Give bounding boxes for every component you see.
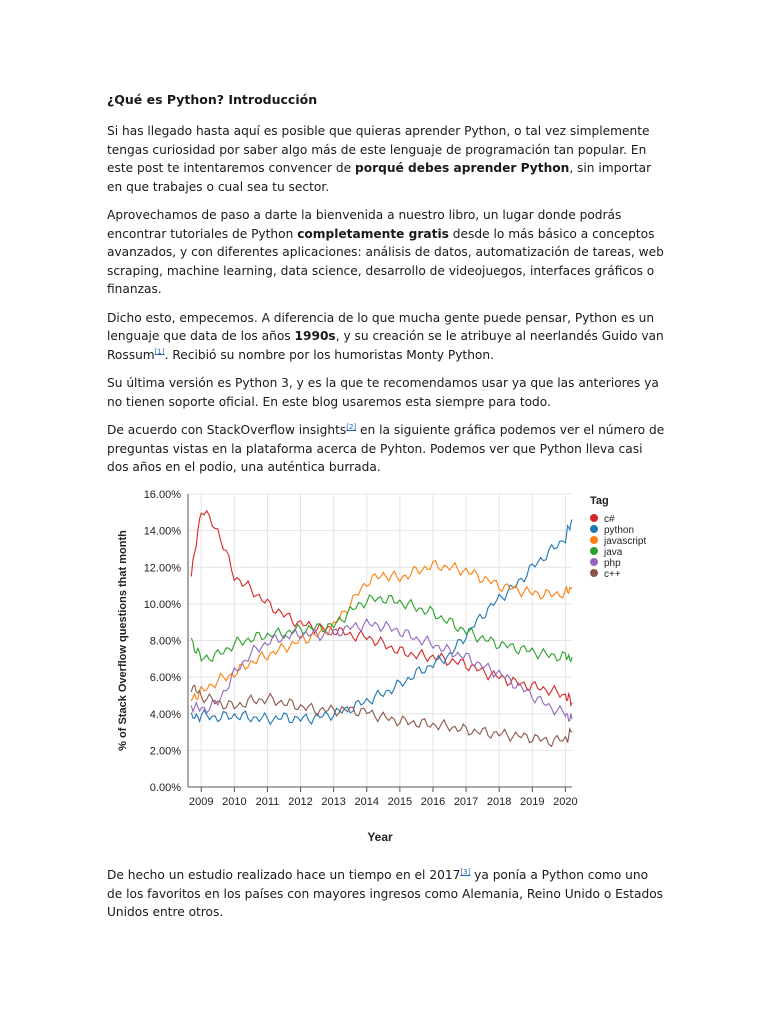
y-tick-label: 2.00% [149, 745, 181, 758]
y-tick-label: 8.00% [149, 635, 181, 648]
footnote-link-2[interactable]: [2] [346, 422, 357, 431]
y-tick-label: 6.00% [149, 672, 181, 685]
series-line-c# [191, 511, 572, 705]
x-tick-label: 2011 [255, 796, 280, 808]
y-tick-label: 10.00% [143, 598, 181, 611]
legend-label: javascript [604, 536, 647, 547]
footnote-link-1[interactable]: [1] [154, 347, 165, 356]
legend-label: php [604, 558, 621, 569]
paragraph-intro [107, 122, 667, 196]
text-span: desde lo más básico a conceptos avanzados, y con diferentes aplicaciones: análisis de datos, automatización de tareas, web scraping, machine learning, data science, desarrollo de videojuegos, interfaces gráficos o finanzas. [107, 226, 664, 296]
paragraph-stackoverflow [107, 421, 667, 477]
legend-label: python [604, 525, 635, 536]
text-span: Si has llegado hasta aquí es posible que quieras aprender Python, o tal vez simplemente tengas curiosidad por saber algo más de este lenguaje de programación tan popular. En este post te intentaremos convencer de [107, 124, 650, 175]
legend-swatch [590, 547, 598, 555]
y-tick-label: 0.00% [149, 782, 181, 794]
x-tick-label: 2020 [553, 796, 578, 808]
x-tick-label: 2012 [288, 796, 313, 808]
bold-text: 1990s [294, 329, 336, 343]
legend-title: Tag [590, 495, 609, 507]
text-span: De hecho un estudio realizado hace un tiempo en el 2017 [107, 868, 461, 882]
x-tick-label: 2010 [222, 796, 247, 808]
text-span: Aprovechamos de paso a darte la bienvenida a nuestro libro, un lugar donde podrás encontrar tutoriales de Python [107, 208, 622, 241]
text-span: ya ponía a Python como uno de los favoritos en los países con mayores ingresos como Alemania, Reino Unido o Estados Unidos entre otros. [107, 868, 664, 919]
text-span: Dicho esto, empecemos. A diferencia de lo que mucha gente puede pensar, Python es un lenguaje que data de los años [107, 310, 655, 343]
series-line-java [191, 595, 572, 662]
chart-svg [110, 482, 670, 852]
legend-swatch [590, 558, 598, 566]
x-tick-label: 2018 [486, 796, 512, 808]
y-axis-label: % of Stack Overflow questions that month [117, 530, 129, 751]
line-chart [110, 482, 670, 852]
legend-label: c++ [604, 569, 621, 580]
paragraph-history [107, 309, 667, 365]
x-tick-label: 2009 [188, 796, 214, 808]
series-line-python [191, 520, 572, 725]
x-tick-label: 2016 [420, 796, 446, 808]
x-tick-label: 2014 [354, 796, 380, 808]
page-title: ¿Qué es Python? Introducción [107, 92, 318, 107]
text-span: , y su creación se le atribuye al neerlandés Guido van Rossum [107, 329, 664, 362]
x-tick-label: 2017 [453, 796, 479, 808]
series-line-c++ [191, 685, 572, 746]
y-tick-label: 14.00% [143, 525, 181, 538]
paragraph-welcome [107, 206, 667, 299]
article-footer [107, 866, 667, 932]
footnote-link-3[interactable]: [3] [460, 867, 471, 876]
legend-label: java [604, 547, 623, 558]
text-span: De acuerdo con StackOverflow insights [107, 423, 347, 437]
text-span: en la siguiente gráfica podemos ver el número de preguntas vistas en la plataforma acerca de Pyhton. Podemos ver que Python lleva casi dos años en el podio, una auténtica burrada. [107, 423, 665, 474]
series-line-php [191, 619, 572, 721]
text-span: . Recibió su nombre por los humoristas Monty Python. [164, 347, 494, 362]
legend-label: c# [604, 514, 615, 525]
x-tick-label: 2015 [387, 796, 413, 808]
bold-text: porqué debes aprender Python [355, 161, 570, 175]
legend-swatch [590, 569, 598, 577]
y-tick-label: 12.00% [143, 562, 181, 575]
y-tick-label: 4.00% [149, 708, 181, 721]
x-tick-label: 2013 [321, 796, 346, 808]
x-tick-label: 2019 [520, 796, 545, 808]
y-tick-label: 16.00% [143, 489, 181, 501]
article-body [107, 92, 667, 487]
legend-swatch [590, 525, 598, 533]
paragraph-study [107, 866, 667, 922]
paragraph-version: Su última versión es Python 3, y es la que te recomendamos usar ya que las anteriores ya no tienen soporte oficial. En este blog usaremos esta siempre para todo. [107, 376, 659, 409]
x-axis-label: Year [367, 830, 393, 844]
bold-text: completamente gratis [297, 226, 449, 241]
text-span: , sin importar en que trabajes o cual sea tu sector. [107, 161, 652, 194]
legend-swatch [590, 514, 598, 522]
legend-swatch [590, 536, 598, 544]
